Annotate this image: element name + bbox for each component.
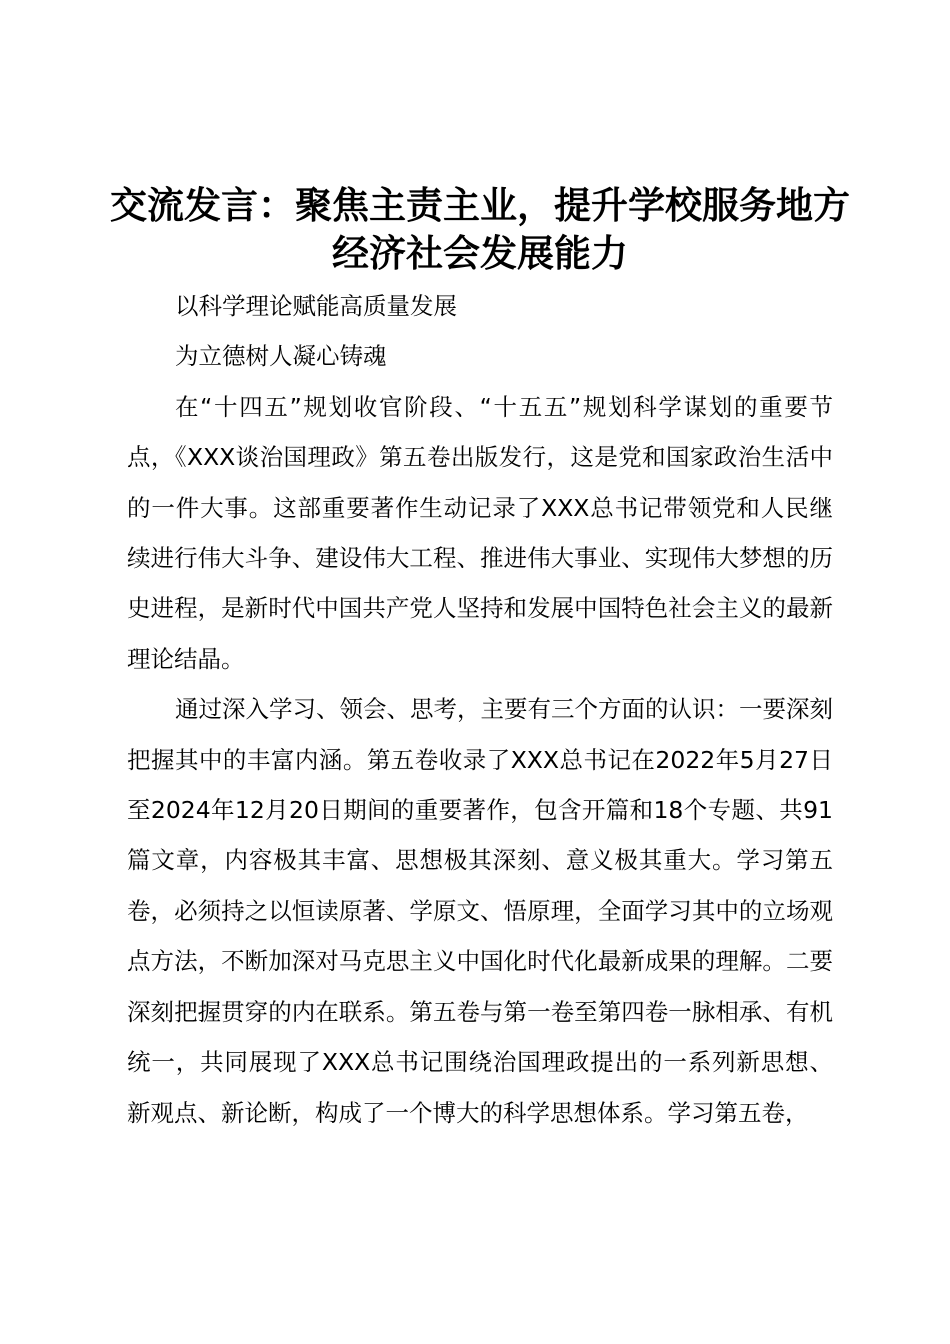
paragraph-2: 通过深入学习、领会、思考，主要有三个方面的认识：一要深刻把握其中的丰富内涵。第五卷收录了XXX总书记在2022年5月27日至2024年12月20日期间的重要著作，包含开篇和18个专题、共91篇文章，内容极其丰富、思想极其深刻、意义极其重大。学习第五卷，必须持之以恒读原著、学原文、悟原理，全面学习其中的立场观点方法，不断加深对马克思主义中国化时代化最新成果的理解。二要深刻把握贯穿的内在联系。第五卷与第一卷至第四卷一脉相承、有机统一，共同展现了XXX总书记围绕治国理政提出的一系列新思想、新观点、新论断，构成了一个博大的科学思想体系。学习第五卷， xyxy=(127,695,833,1127)
document-body xyxy=(127,281,833,1138)
document-title: 交流发言：聚焦主责主业，提升学校服务地方经济社会发展能力 xyxy=(110,184,850,275)
subheading-2: 为立德树人凝心铸魂 xyxy=(175,342,387,371)
subheading-1: 以科学理论赋能高质量发展 xyxy=(175,292,457,320)
paragraph-1: 在“十四五”规划收官阶段、“十五五”规划科学谋划的重要节点，《XXX谈治国理政》第五卷出版发行，这是党和国家政治生活中的一件大事。这部重要著作生动记录了XXX总书记带领党和人民继续进行伟大斗争、建设伟大工程、推进伟大事业、实现伟大梦想的历史进程，是新时代中国共产党人坚持和发展中国特色社会主义的最新理论结晶。 xyxy=(127,392,833,673)
